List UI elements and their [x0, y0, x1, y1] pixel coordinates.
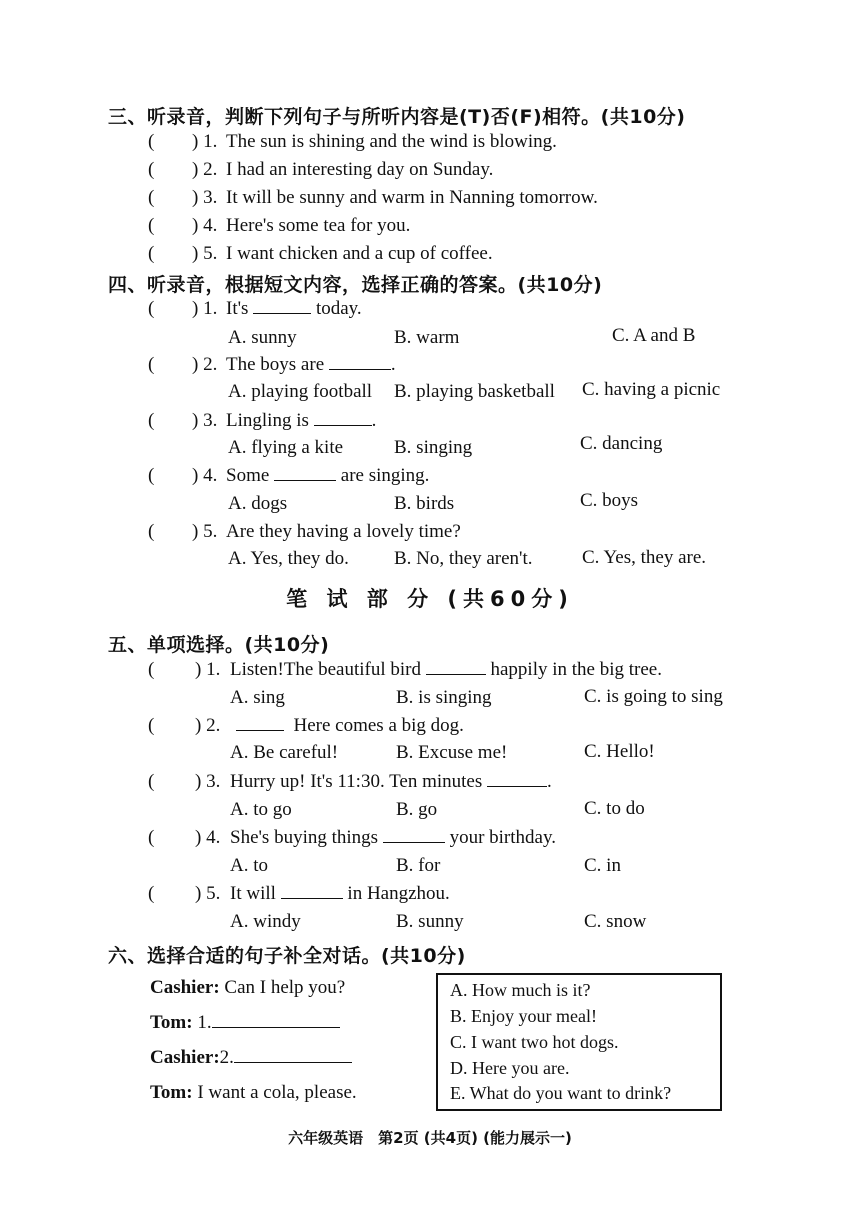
item-number: ) 1. — [195, 659, 221, 680]
answer-paren[interactable]: ( — [148, 883, 155, 904]
box-option: B. Enjoy your meal! — [450, 1006, 597, 1026]
answer-paren[interactable]: ( — [148, 659, 155, 680]
option-b[interactable]: B. go — [396, 799, 438, 820]
answer-blank[interactable] — [314, 411, 372, 426]
speaker: Cashier: — [150, 1047, 220, 1068]
answer-blank[interactable] — [487, 772, 547, 787]
question-text: Here comes a big dog. — [236, 715, 464, 737]
option-c[interactable]: C. is going to sing — [584, 686, 723, 707]
item-number: ) 1. — [192, 131, 218, 152]
option-a[interactable]: A. windy — [230, 911, 301, 932]
answer-blank[interactable] — [329, 355, 391, 370]
option-a[interactable]: A. sunny — [228, 327, 297, 348]
option-a[interactable]: A. Be careful! — [230, 742, 339, 763]
written-part-title: 笔 试 部 分 (共60分) — [286, 587, 574, 611]
option-b[interactable]: B. sunny — [396, 911, 464, 932]
option-a[interactable]: A. to — [230, 855, 268, 876]
answer-paren[interactable]: ( — [148, 354, 155, 375]
question-text: Lingling is . — [226, 410, 377, 431]
answer-paren[interactable]: ( — [148, 715, 155, 736]
item-number: ) 3. — [192, 410, 218, 431]
item-number: ) 4. — [195, 827, 221, 848]
option-c[interactable]: C. having a picnic — [582, 379, 721, 400]
option-b[interactable]: B. No, they aren't. — [394, 548, 533, 569]
option-a[interactable]: A. to go — [230, 799, 292, 820]
question-text: It will in Hangzhou. — [230, 883, 450, 904]
question-text: Some are singing. — [226, 465, 430, 486]
answer-paren[interactable]: ( — [148, 298, 155, 319]
option-a[interactable]: A. flying a kite — [228, 437, 344, 458]
item-text: It will be sunny and warm in Nanning tomorrow. — [226, 187, 598, 208]
answer-paren[interactable]: ( — [148, 827, 155, 848]
dialog-text: 1. — [197, 1012, 212, 1033]
option-b[interactable]: B. singing — [394, 437, 473, 458]
item-number: ) 5. — [195, 883, 221, 904]
box-option: C. I want two hot dogs. — [450, 1032, 619, 1052]
item-text: The sun is shining and the wind is blowing. — [226, 131, 557, 152]
box-option: D. Here you are. — [450, 1058, 570, 1078]
question-text: It's today. — [226, 298, 362, 319]
option-b[interactable]: B. is singing — [396, 687, 492, 708]
answer-blank[interactable] — [236, 716, 284, 731]
option-c[interactable]: C. snow — [584, 911, 647, 932]
item-text: Here's some tea for you. — [226, 215, 411, 236]
item-number: ) 5. — [192, 243, 218, 264]
options-box — [436, 973, 722, 1111]
speaker: Cashier: — [150, 977, 220, 998]
option-a[interactable]: A. playing football — [228, 381, 373, 402]
question-text: Hurry up! It's 11:30. Ten minutes . — [230, 771, 552, 792]
item-number: ) 3. — [192, 187, 218, 208]
item-number: ) 2. — [192, 354, 218, 375]
option-b[interactable]: B. playing basketball — [394, 381, 555, 402]
dialog-line — [150, 1082, 357, 1104]
answer-paren[interactable]: ( — [148, 410, 155, 431]
question-text: Are they having a lovely time? — [226, 521, 461, 542]
section5-title: 五、单项选择。(共10分) — [108, 634, 330, 656]
option-a[interactable]: A. sing — [230, 687, 285, 708]
question-text: The boys are . — [226, 354, 396, 375]
speaker: Tom: — [150, 1082, 193, 1103]
option-b[interactable]: B. Excuse me! — [396, 742, 508, 763]
option-c[interactable]: C. Yes, they are. — [582, 547, 707, 568]
item-number: ) 4. — [192, 465, 218, 486]
option-c[interactable]: C. Hello! — [584, 741, 655, 762]
option-c[interactable]: C. in — [584, 855, 621, 876]
answer-blank[interactable] — [274, 466, 336, 481]
item-number: ) 1. — [192, 298, 218, 319]
answer-blank-1[interactable] — [212, 1013, 340, 1028]
dialog-text: Can I help you? — [224, 977, 346, 998]
page-footer: 六年级英语 第2页 (共4页) (能力展示一) — [288, 1129, 572, 1147]
section4-title: 四、听录音，根据短文内容，选择正确的答案。(共10分) — [108, 274, 603, 296]
option-b[interactable]: B. warm — [394, 327, 460, 348]
item-number: ) 4. — [192, 215, 218, 236]
box-option: E. What do you want to drink? — [450, 1083, 672, 1103]
option-b[interactable]: B. for — [396, 855, 441, 876]
answer-paren[interactable]: ( — [148, 243, 155, 264]
option-b[interactable]: B. birds — [394, 493, 455, 514]
answer-blank[interactable] — [383, 828, 445, 843]
section3-title: 三、听录音，判断下列句子与所听内容是(T)否(F)相符。(共10分) — [108, 106, 686, 128]
item-number: ) 2. — [195, 715, 221, 736]
dialog-line — [150, 1047, 352, 1069]
section6-title: 六、选择合适的句子补全对话。(共10分) — [108, 945, 466, 967]
option-a[interactable]: A. dogs — [228, 493, 288, 514]
dialog-text: I want a cola, please. — [197, 1082, 357, 1103]
dialog-line — [150, 1012, 340, 1034]
option-c[interactable]: C. dancing — [580, 433, 663, 454]
answer-blank[interactable] — [253, 299, 311, 314]
answer-blank[interactable] — [281, 884, 343, 899]
answer-paren[interactable]: ( — [148, 521, 155, 542]
box-option: A. How much is it? — [450, 980, 591, 1000]
option-c[interactable]: C. boys — [580, 490, 639, 511]
answer-paren[interactable]: ( — [148, 771, 155, 792]
answer-paren[interactable]: ( — [148, 131, 155, 152]
option-c[interactable]: C. to do — [584, 798, 645, 819]
option-c[interactable]: C. A and B — [612, 325, 696, 346]
answer-paren[interactable]: ( — [148, 187, 155, 208]
question-text: Listen!The beautiful bird happily in the big tree. — [230, 659, 662, 680]
option-a[interactable]: A. Yes, they do. — [228, 548, 349, 569]
answer-paren[interactable]: ( — [148, 159, 155, 180]
dialog-line — [150, 977, 345, 999]
answer-blank[interactable] — [426, 660, 486, 675]
answer-blank-2[interactable] — [234, 1048, 352, 1063]
question-text: She's buying things your birthday. — [230, 827, 556, 848]
dialog-text: 2. — [219, 1047, 234, 1068]
item-number: ) 2. — [192, 159, 218, 180]
item-text: I want chicken and a cup of coffee. — [226, 243, 493, 264]
answer-paren[interactable]: ( — [148, 465, 155, 486]
item-text: I had an interesting day on Sunday. — [226, 159, 494, 180]
item-number: ) 5. — [192, 521, 218, 542]
item-number: ) 3. — [195, 771, 221, 792]
answer-paren[interactable]: ( — [148, 215, 155, 236]
speaker: Tom: — [150, 1012, 193, 1033]
